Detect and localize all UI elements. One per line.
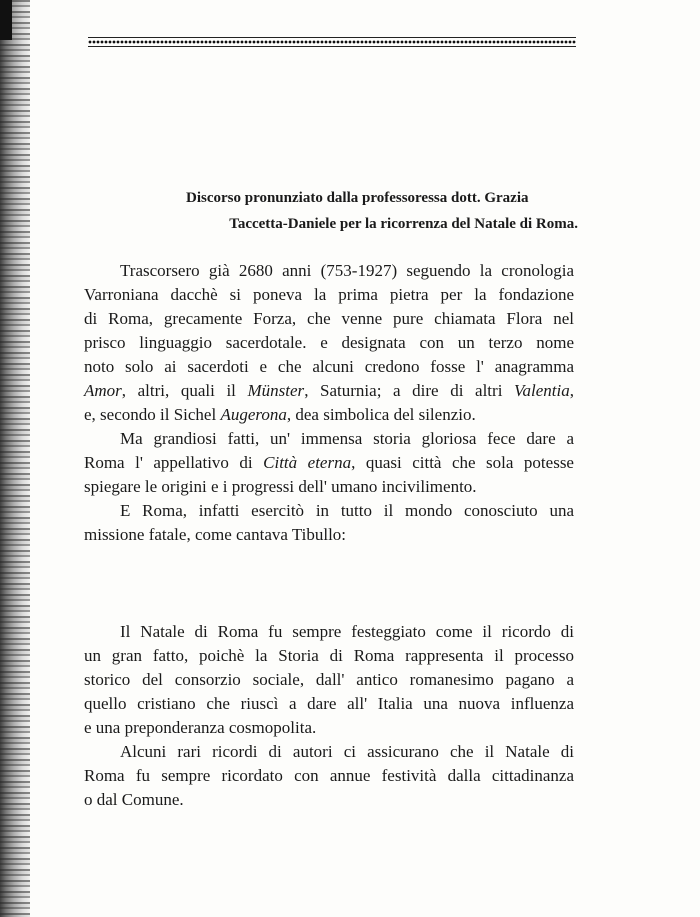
rule-line-bottom — [88, 46, 576, 47]
italic-augerona: Augerona — [220, 405, 287, 424]
speech-title — [186, 185, 578, 237]
italic-munster: Münster — [247, 381, 305, 400]
text-line: quello cristiano che riuscì a dare all' Italia una nuova influenza — [84, 694, 574, 713]
text-line: Roma fu sempre ricordato con annue festività dalla cittadinanza — [84, 766, 574, 785]
text-line: E Roma, infatti esercitò in tutto il mondo conosciuto una — [120, 501, 574, 520]
paragraph-3 — [84, 499, 574, 547]
title-line-2: Taccetta-Daniele per la ricorrenza del Natale di Roma. — [229, 216, 578, 232]
text-run: , — [569, 381, 574, 400]
text-run: e, secondo il Sichel — [84, 405, 221, 424]
binding-shadow — [0, 0, 12, 40]
text-line: Alcuni rari ricordi di autori ci assicurano che il Natale di — [120, 742, 574, 761]
paragraph-4 — [84, 620, 574, 740]
rule-line-top — [88, 37, 576, 38]
text-run: , altri, quali il — [121, 381, 248, 400]
text-line: Ma grandiosi fatti, un' immensa storia gloriosa fece dare a — [120, 429, 574, 448]
text-line — [84, 379, 574, 403]
italic-citta-eterna: Città eterna — [263, 453, 352, 472]
text-line: un gran fatto, poichè la Storia di Roma rappresenta il processo — [84, 646, 574, 665]
text-line: prisco linguaggio sacerdotale. e designata con un terzo nome — [84, 333, 574, 352]
italic-amor: Amor — [84, 381, 122, 400]
text-line: Il Natale di Roma fu sempre festeggiato come il ricordo di — [120, 622, 574, 641]
text-line: missione fatale, come cantava Tibullo: — [84, 525, 347, 544]
paragraph-2 — [84, 427, 574, 499]
text-line: noto solo ai sacerdoti e che alcuni credono fosse l' anagramma — [84, 357, 574, 376]
text-run: Roma l' appellativo di — [84, 453, 264, 472]
text-line: spiegare le origini e i progressi dell' umano incivilimento. — [84, 477, 477, 496]
page-binding-edge — [0, 0, 30, 917]
paragraph-5 — [84, 740, 574, 812]
title-line-1: Discorso pronunziato dalla professoressa dott. Grazia — [186, 190, 529, 206]
text-line: o dal Comune. — [84, 790, 184, 809]
text-line: Trascorsero già 2680 anni (753-1927) seguendo la cronologia — [120, 261, 574, 280]
text-run: , dea simbolica del silenzio. — [286, 405, 476, 424]
text-line — [84, 451, 574, 475]
italic-valentia: Valentia — [514, 381, 570, 400]
header-ornamental-rule — [88, 37, 576, 47]
text-line — [84, 403, 574, 427]
paragraph-1 — [84, 259, 574, 427]
text-line: e una preponderanza cosmopolita. — [84, 718, 317, 737]
text-run: , Saturnia; a dire di altri — [304, 381, 515, 400]
text-line: di Roma, grecamente Forza, che venne pure chiamata Flora nel — [84, 309, 574, 328]
text-run: , quasi città che sola potesse — [351, 453, 574, 472]
text-line: Varroniana dacchè si poneva la prima pietra per la fondazione — [84, 285, 574, 304]
rule-dotted-band — [88, 40, 576, 44]
text-line: storico del consorzio sociale, dall' antico romanesimo pagano a — [84, 670, 574, 689]
